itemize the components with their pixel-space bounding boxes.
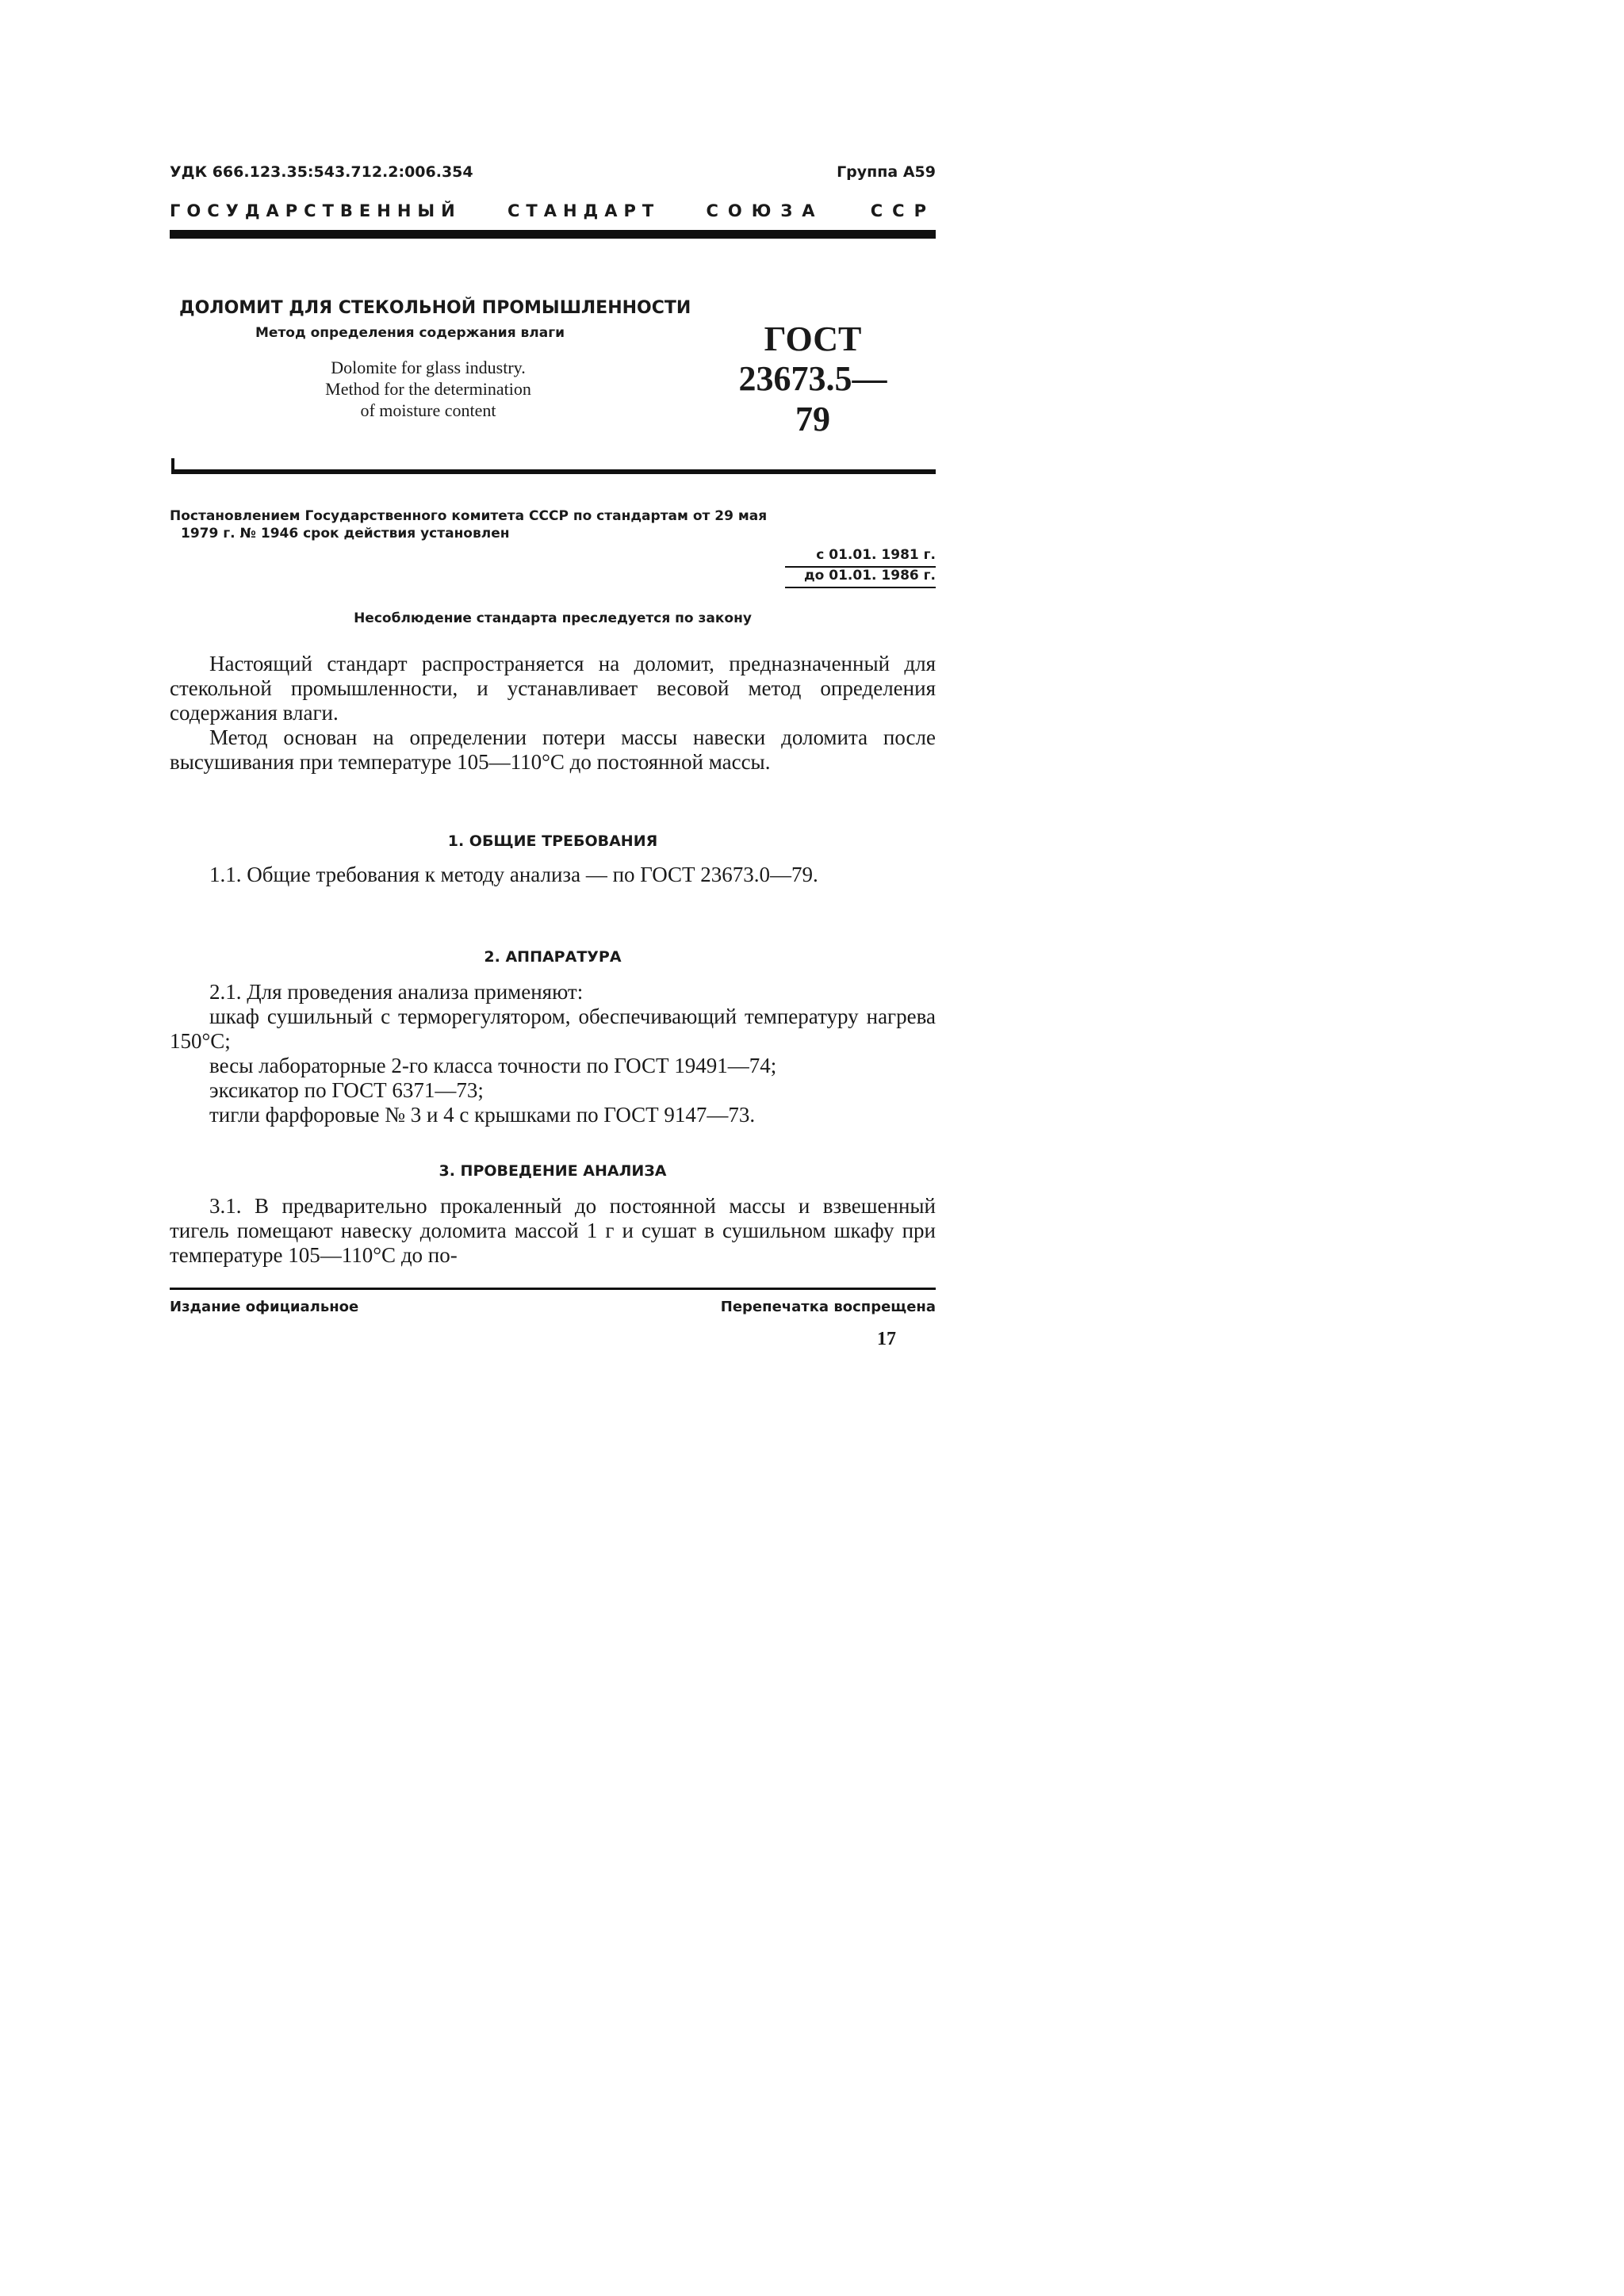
noncompliance-notice: Несоблюдение стандарта преследуется по закону (354, 610, 752, 626)
approval-line: 1979 г. № 1946 срок действия установлен (181, 526, 510, 541)
paragraph: 2.1. Для проведения анализа применяют: (209, 980, 584, 1004)
valid-to: до 01.01. 1986 г. (803, 568, 936, 584)
header-word: СТАНДАРТ (507, 201, 661, 220)
paragraph: 1.1. Общие требования к методу анализа — по ГОСТ 23673.0—79. (209, 863, 818, 886)
reprint-notice: Перепечатка воспрещена (720, 1299, 936, 1315)
group-code: Группа А59 (837, 163, 936, 181)
section-heading: 2. АППАРАТУРА (484, 948, 622, 966)
paragraph: 3.1. В предварительно прокаленный до постоянной массы и взвешенный тигель помещают навеску доломита массой 1 г и сушат в сушильном шкафу при температуре 105—110°С до по- (170, 1194, 936, 1267)
title-en-line: Method for the determination (325, 379, 531, 399)
gost-label: ГОСТ (764, 320, 862, 358)
document-subtitle-ru: Метод определения содержания влаги (255, 325, 565, 341)
header-word: ССР (870, 201, 936, 220)
approval-text (170, 507, 936, 542)
udk-code: УДК 666.123.35:543.712.2:006.354 (170, 163, 473, 181)
paragraph: Метод основан на определении потери массы навески доломита после высушивания при температуре 105—110°С до постоянной массы. (170, 725, 936, 774)
title-en-line: Dolomite for glass industry. (331, 358, 526, 377)
title-en-line: of moisture content (360, 400, 496, 420)
section-heading: 1. ОБЩИЕ ТРЕБОВАНИЯ (447, 832, 658, 850)
paragraph: весы лабораторные 2-го класса точности по ГОСТ 19491—74; (209, 1054, 777, 1077)
paragraph: тигли фарфоровые № 3 и 4 с крышками по ГОСТ 9147—73. (209, 1103, 756, 1127)
gost-number: 23673.5—79 (738, 359, 887, 438)
page-number: 17 (877, 1329, 896, 1349)
header-rule (170, 230, 936, 239)
title-rule (174, 469, 936, 474)
paragraph: шкаф сушильный с терморегулятором, обеспечивающий температуру нагрева 150°С; (170, 1004, 936, 1053)
document-title-en (285, 357, 571, 421)
edition-label: Издание официальное (170, 1299, 359, 1315)
document-title-ru: ДОЛОМИТ ДЛЯ СТЕКОЛЬНОЙ ПРОМЫШЛЕННОСТИ (179, 298, 691, 318)
valid-from: с 01.01. 1981 г. (816, 547, 936, 563)
paragraph: Настоящий стандарт распространяется на доломит, предназначенный для стекольной промышленности, и устанавливает весовой метод определения содержания влаги. (170, 652, 936, 725)
section-1-body (170, 863, 936, 887)
section-2-body (170, 980, 936, 1127)
header-word: ГОСУДАРСТВЕННЫЙ (170, 201, 462, 220)
state-standard-header (170, 201, 936, 220)
footer-rule (170, 1288, 936, 1290)
approval-line: Постановлением Государственного комитета СССР по стандартам от 29 мая (170, 508, 768, 524)
section-3-body (170, 1194, 936, 1268)
section-heading: 3. ПРОВЕДЕНИЕ АНАЛИЗА (439, 1162, 667, 1180)
paragraph: эксикатор по ГОСТ 6371—73; (209, 1078, 484, 1102)
header-word: СОЮЗА (706, 201, 825, 220)
intro-section (170, 652, 936, 775)
valid-underline (785, 587, 936, 588)
